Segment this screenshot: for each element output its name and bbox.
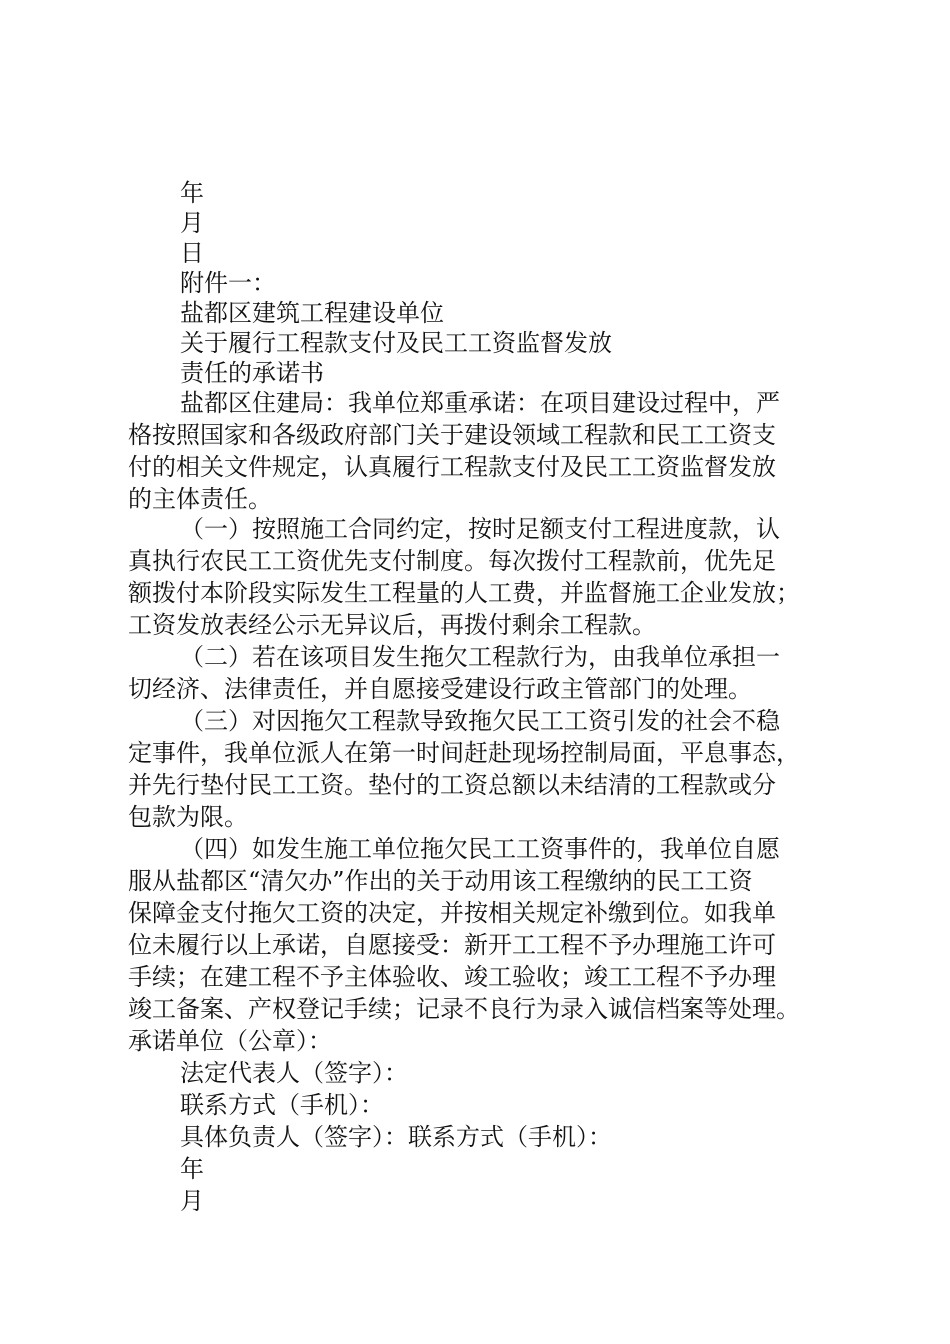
header-month: 月 <box>180 209 204 237</box>
item3-line-4: 包款为限。 <box>128 803 248 831</box>
attachment-label: 附件一： <box>180 269 276 297</box>
item4-line-1: （四）如发生施工单位拖欠民工工资事件的，我单位自愿 <box>180 835 780 863</box>
item4-line-4: 位未履行以上承诺，自愿接受：新开工工程不予办理施工许可 <box>128 931 776 959</box>
title-line-3: 责任的承诺书 <box>180 359 324 387</box>
intro-line-1: 盐都区住建局：我单位郑重承诺：在项目建设过程中，严 <box>180 389 780 417</box>
item4-line-5: 手续；在建工程不予主体验收、竣工验收；竣工工程不予办理 <box>128 963 776 991</box>
item4-line-6: 竣工备案、产权登记手续；记录不良行为录入诚信档案等处理。 <box>128 995 800 1023</box>
item2-line-1: （二）若在该项目发生拖欠工程款行为，由我单位承担一 <box>180 643 780 671</box>
signature-month: 月 <box>180 1187 204 1215</box>
signature-legal-rep: 法定代表人（签字）： <box>180 1059 408 1087</box>
item1-line-1: （一）按照施工合同约定，按时足额支付工程进度款，认 <box>180 515 780 543</box>
signature-year: 年 <box>180 1155 204 1183</box>
header-day: 日 <box>180 239 204 267</box>
item1-line-2: 真执行农民工工资优先支付制度。每次拨付工程款前，优先足 <box>128 547 776 575</box>
item3-line-2: 定事件，我单位派人在第一时间赶赴现场控制局面，平息事态， <box>128 739 800 767</box>
item3-line-3: 并先行垫付民工工资。垫付的工资总额以未结清的工程款或分 <box>128 771 776 799</box>
intro-line-2: 格按照国家和各级政府部门关于建设领域工程款和民工工资支 <box>128 421 776 449</box>
intro-line-4: 的主体责任。 <box>128 485 272 513</box>
item2-line-2: 切经济、法律责任，并自愿接受建设行政主管部门的处理。 <box>128 675 752 703</box>
signature-unit: 承诺单位（公章）： <box>128 1027 332 1055</box>
item4-line-3: 保障金支付拖欠工资的决定，并按相关规定补缴到位。如我单 <box>128 899 776 927</box>
title-line-2: 关于履行工程款支付及民工工资监督发放 <box>180 329 612 357</box>
signature-contact: 联系方式（手机）： <box>180 1091 384 1119</box>
item4-line-2: 服从盐都区“清欠办”作出的关于动用该工程缴纳的民工工资 <box>128 867 753 895</box>
signature-responsible: 具体负责人（签字）：联系方式（手机）： <box>180 1123 612 1151</box>
header-year: 年 <box>180 179 204 207</box>
item3-line-1: （三）对因拖欠工程款导致拖欠民工工资引发的社会不稳 <box>180 707 780 735</box>
item1-line-3: 额拨付本阶段实际发生工程量的人工费，并监督施工企业发放； <box>128 579 800 607</box>
item1-line-4: 工资发放表经公示无异议后，再拨付剩余工程款。 <box>128 611 656 639</box>
title-line-1: 盐都区建筑工程建设单位 <box>180 299 444 327</box>
intro-line-3: 付的相关文件规定，认真履行工程款支付及民工工资监督发放 <box>128 453 776 481</box>
